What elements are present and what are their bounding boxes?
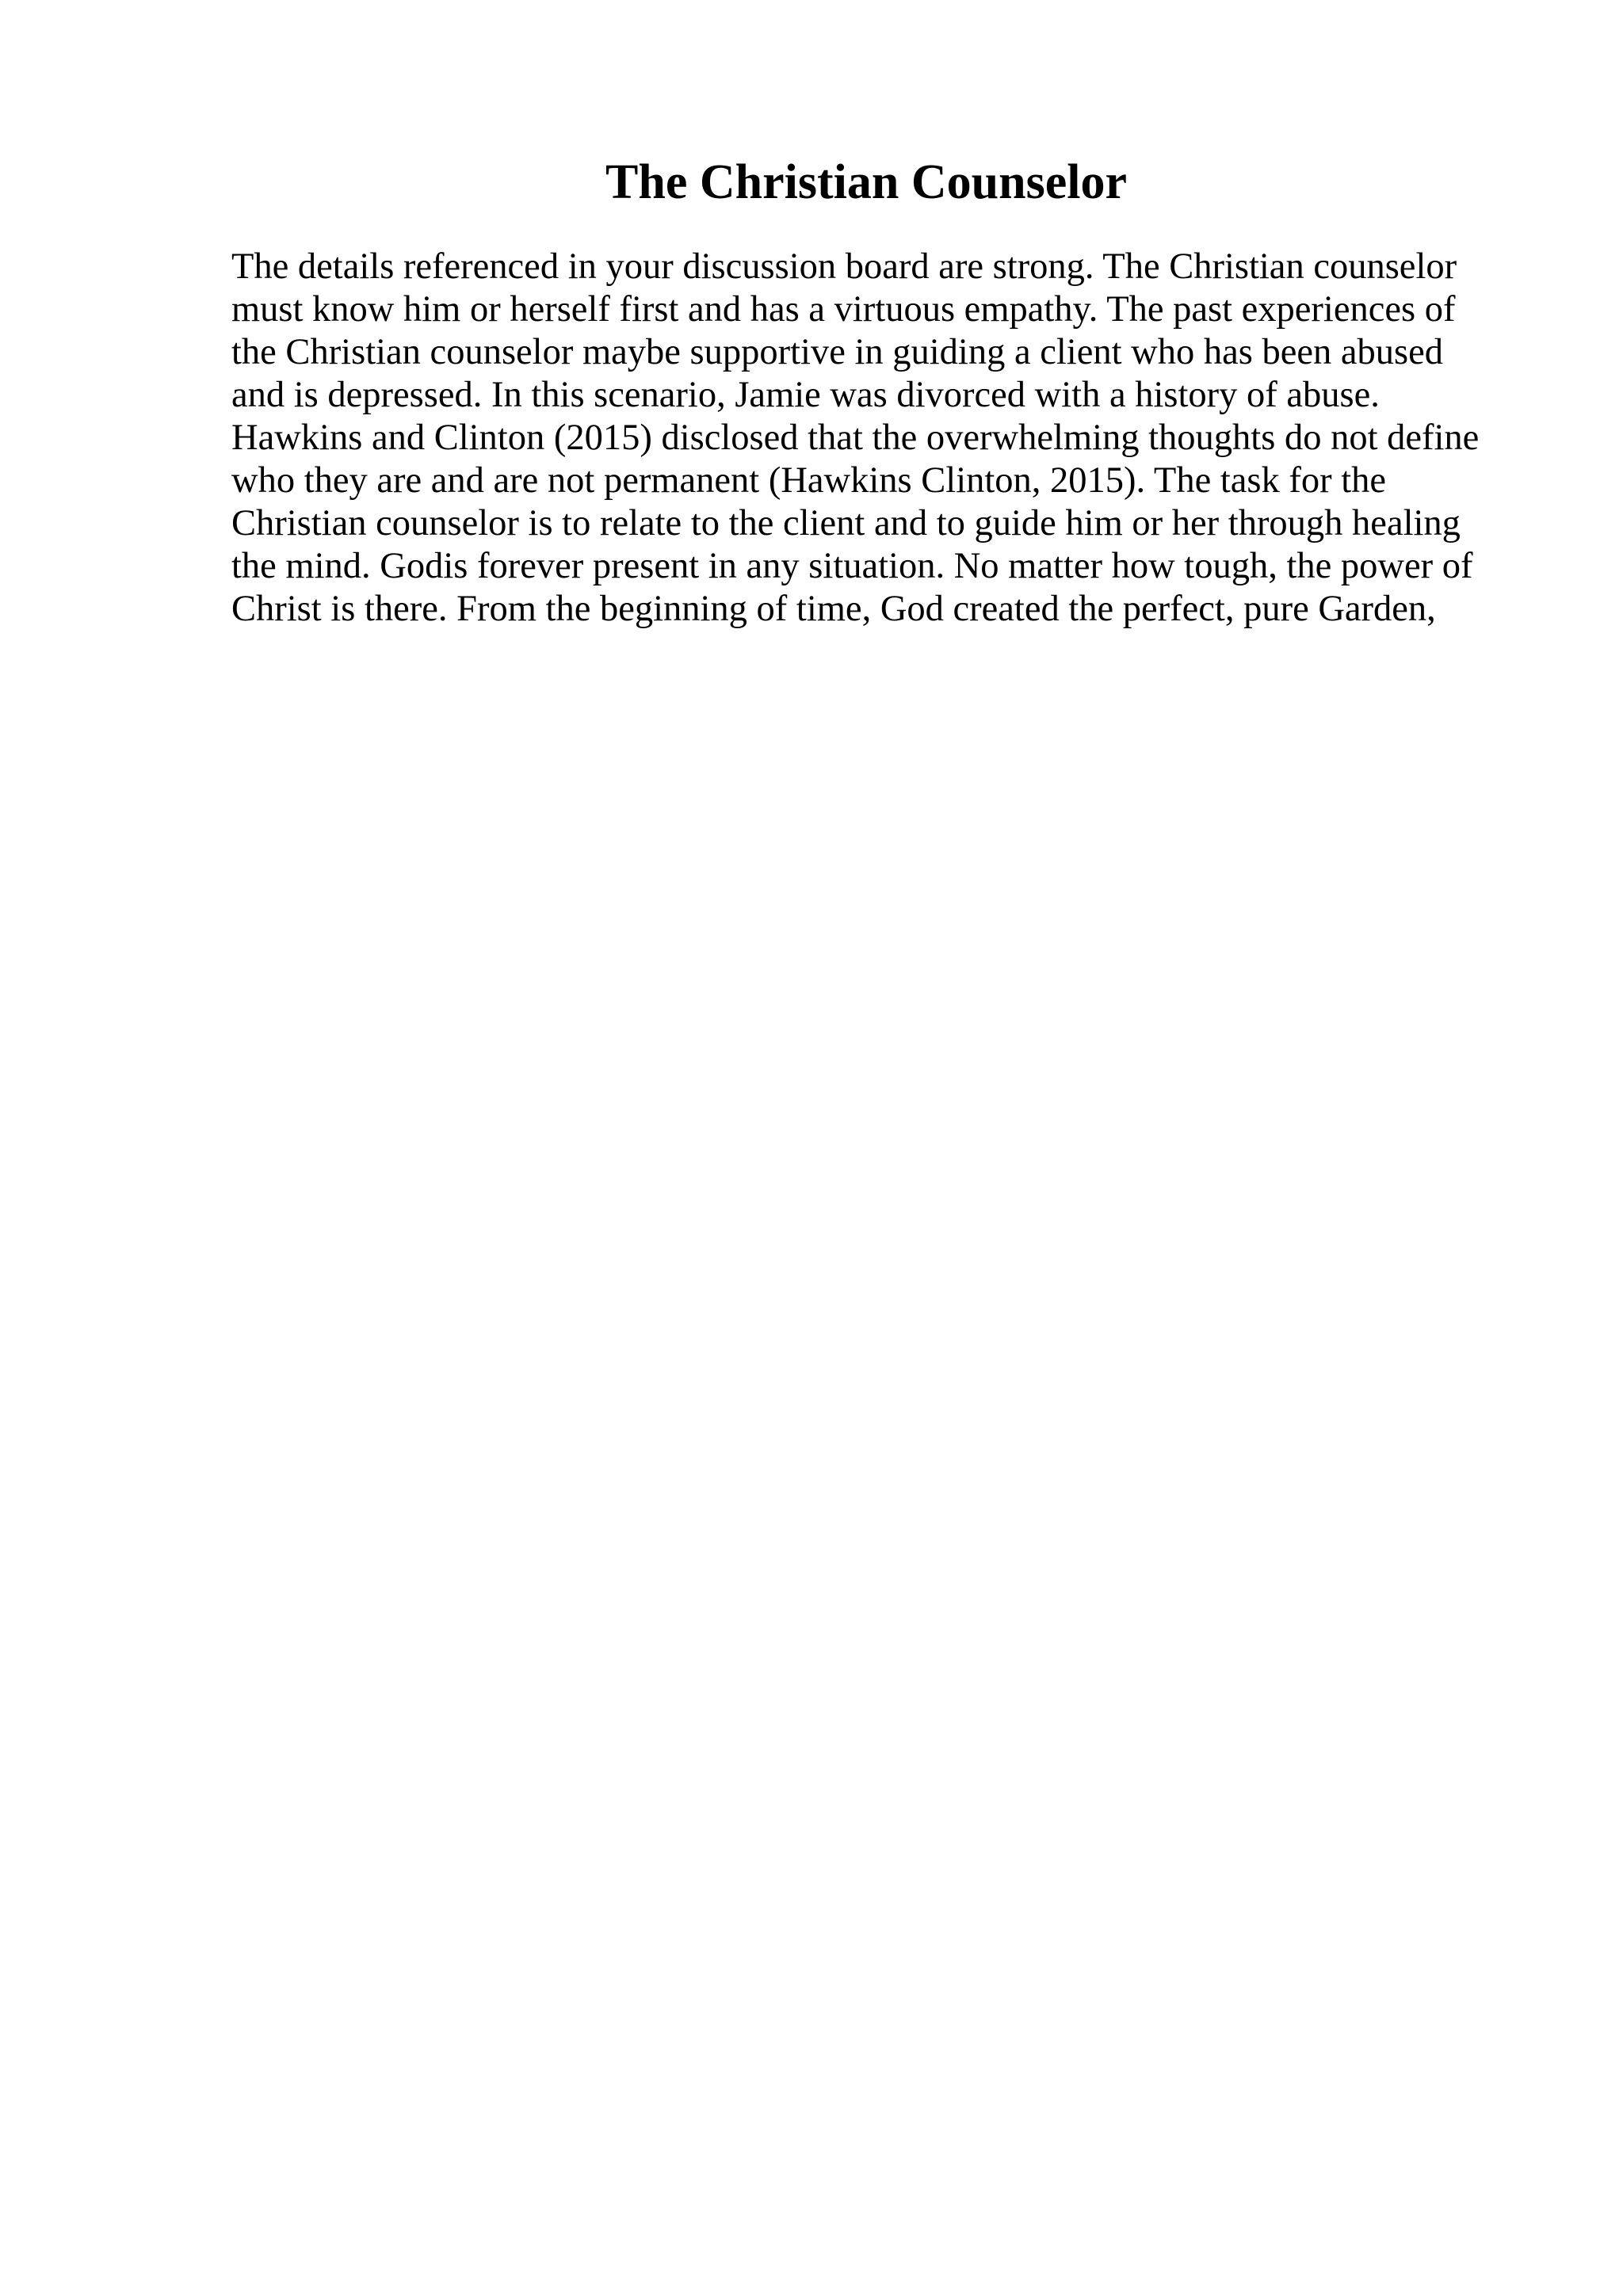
body-line: Christian counselor is to relate to the client and to guide him or her through healing: [231, 503, 1461, 543]
body-line: The details referenced in your discussion board are strong. The Christian counselor: [231, 246, 1457, 287]
body-line: Hawkins and Clinton (2015) disclosed that the overwhelming thoughts do not define: [231, 418, 1480, 458]
body-line: the mind. Godis forever present in any situation. No matter how tough, the power of: [231, 546, 1473, 586]
body-paragraph: [231, 246, 1594, 631]
body-line: Christ is there. From the beginning of time, God created the perfect, pure Garden,: [231, 589, 1436, 629]
body-line: must know him or herself first and has a virtuous empathy. The past experiences of: [231, 289, 1456, 330]
document-title: The Christian Counselor: [605, 155, 1127, 209]
body-line: who they are and are not permanent (Hawkins Clinton, 2015). The task for the: [231, 460, 1387, 501]
body-line: and is depressed. In this scenario, Jamie was divorced with a history of abuse.: [231, 375, 1380, 415]
body-line: the Christian counselor maybe supportive in guiding a client who has been abused: [231, 332, 1443, 372]
